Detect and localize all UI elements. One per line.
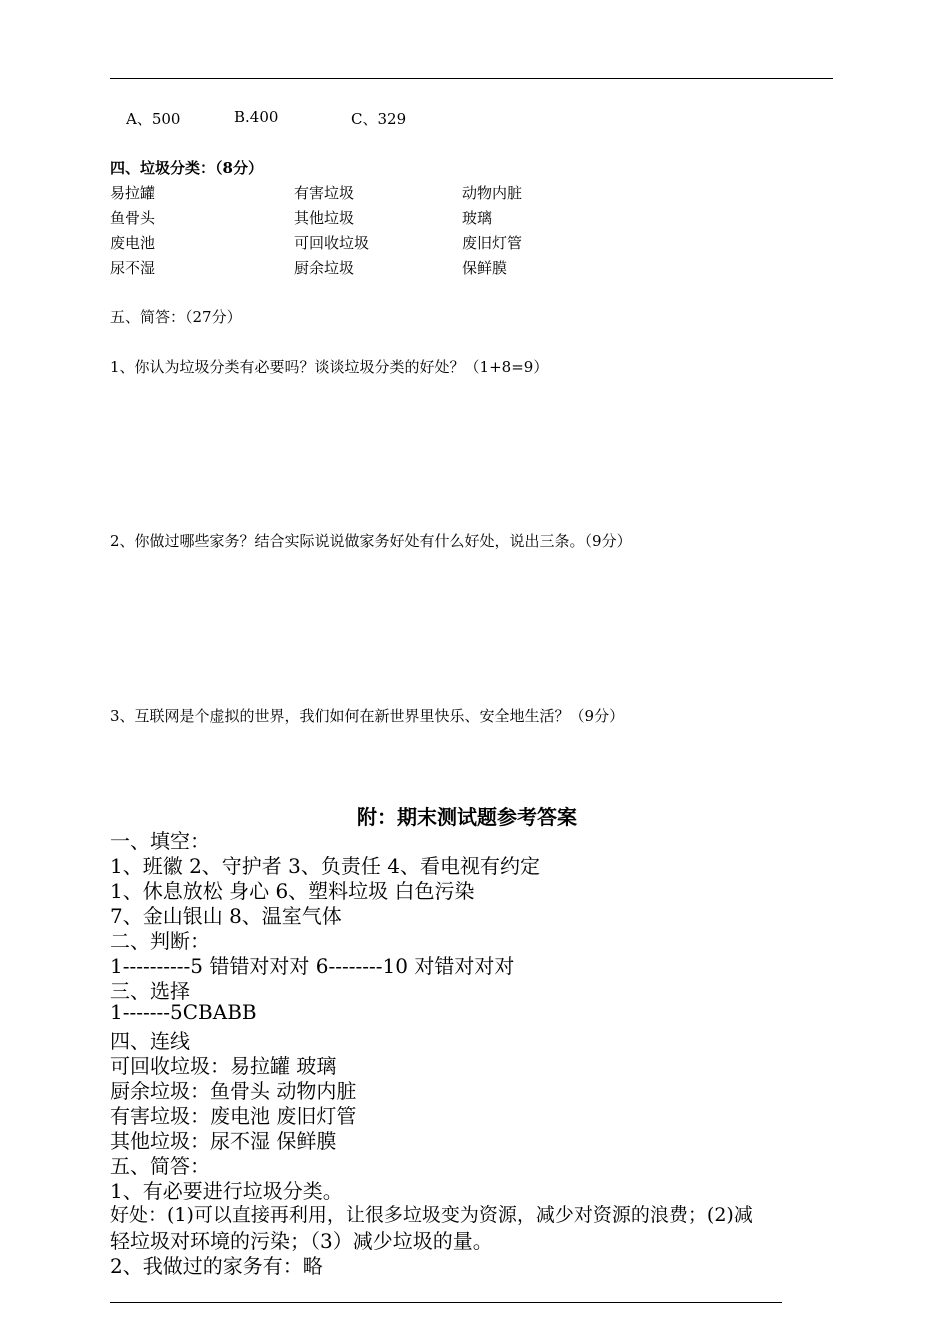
answer-line: 2、我做过的家务有：略 bbox=[110, 1254, 323, 1278]
answer-line: 有害垃圾：废电池 废旧灯管 bbox=[110, 1104, 357, 1128]
answer-line: 三、选择 bbox=[110, 979, 190, 1003]
answer-line: 可回收垃圾：易拉罐 玻璃 bbox=[110, 1054, 337, 1078]
sorting-item: 玻璃 bbox=[462, 209, 493, 227]
answer-line: 1----------5 错错对对对 6--------10 对错对对对 bbox=[110, 954, 515, 978]
sorting-item: 尿不湿 bbox=[110, 259, 156, 277]
answer-line: 厨余垃圾：鱼骨头 动物内脏 bbox=[110, 1079, 357, 1103]
sorting-item: 动物内脏 bbox=[462, 184, 523, 202]
answer-line: 一、填空： bbox=[110, 829, 210, 853]
answer-line: 其他垃圾：尿不湿 保鲜膜 bbox=[110, 1129, 337, 1153]
answer-line: 轻垃圾对环境的污染；（3）减少垃圾的量。 bbox=[110, 1229, 493, 1253]
question-2: 2、你做过哪些家务？结合实际说说做家务好处有什么好处，说出三条。（9分） bbox=[110, 532, 632, 550]
sorting-item: 易拉罐 bbox=[110, 184, 156, 202]
answer-line: 1-------5CBABB bbox=[110, 1000, 257, 1024]
answer-line: 1、班徽 2、守护者 3、负责任 4、看电视有约定 bbox=[110, 854, 540, 878]
answer-line: 1、休息放松 身心 6、塑料垃圾 白色污染 bbox=[110, 879, 475, 903]
footer-rule bbox=[110, 1302, 782, 1303]
sorting-item: 废电池 bbox=[110, 234, 156, 252]
sorting-category: 其他垃圾 bbox=[294, 209, 355, 227]
answer-line: 四、连线 bbox=[110, 1029, 190, 1053]
section-5-heading bbox=[110, 306, 242, 327]
answer-line: 1、有必要进行垃圾分类。 bbox=[110, 1179, 343, 1203]
section-4-heading: 四、垃圾分类：（8分） bbox=[110, 159, 263, 177]
section-5-heading-text: 五、简答：（27分） bbox=[110, 308, 242, 326]
answer-line: 好处：(1)可以直接再利用，让很多垃圾变为资源，减少对资源的浪费；(2)减 bbox=[110, 1204, 753, 1226]
option-a: A、500 bbox=[126, 110, 181, 128]
answer-line: 7、金山银山 8、温室气体 bbox=[110, 904, 342, 928]
sorting-item: 鱼骨头 bbox=[110, 209, 156, 227]
sorting-item: 废旧灯管 bbox=[462, 234, 523, 252]
sorting-category: 可回收垃圾 bbox=[294, 234, 370, 252]
answer-line: 二、判断： bbox=[110, 929, 210, 953]
header-rule bbox=[110, 78, 833, 79]
question-1: 1、你认为垃圾分类有必要吗？谈谈垃圾分类的好处？（1+8=9） bbox=[110, 358, 549, 376]
option-b: B.400 bbox=[234, 108, 279, 126]
option-c: C、329 bbox=[351, 110, 407, 128]
question-3: 3、互联网是个虚拟的世界，我们如何在新世界里快乐、安全地生活？（9分） bbox=[110, 707, 625, 725]
sorting-category: 有害垃圾 bbox=[294, 184, 355, 202]
sorting-item: 保鲜膜 bbox=[462, 259, 508, 277]
answer-line: 五、简答： bbox=[110, 1154, 210, 1178]
sorting-category: 厨余垃圾 bbox=[294, 259, 355, 277]
answer-key-title: 附：期末测试题参考答案 bbox=[357, 805, 577, 829]
